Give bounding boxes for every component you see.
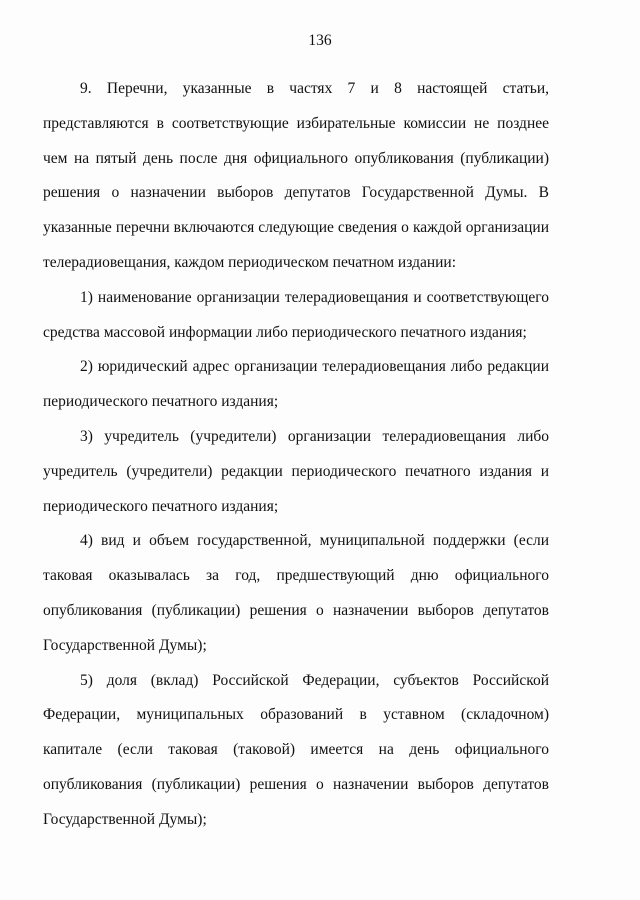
paragraph-subitem-2: 2) юридический адрес организации телерадиовещания либо редакции периодического печатного издания; — [43, 358, 549, 411]
paragraph-subitem-3: 3) учредитель (учредители) организации телерадиовещания либо учредитель (учредители) редакции периодического печатного издания и периодического печатного издания; — [43, 427, 549, 515]
paragraph-item-9: 9. Перечни, указанные в частях 7 и 8 настоящей статьи, представляются в соответствующие избирательные комиссии не позднее чем на пятый день после дня официального опубликования (публикации) решения о назначении выборов депутатов Государственной Думы. В указанные перечни включаются следующие сведения о каждой организации телерадиовещания, каждом периодическом печатном издании: — [43, 80, 549, 271]
paragraph-subitem-1: 1) наименование организации телерадиовещания и соответствующего средства массовой информации либо периодического печатного издания; — [43, 288, 549, 341]
paragraph-subitem-4: 4) вид и объем государственной, муниципальной поддержки (если таковая оказывалась за год, предшествующий дню официального опубликования (публикации) решения о назначении выборов депутатов Государственной Думы); — [43, 532, 549, 654]
paragraph-subitem-5: 5) доля (вклад) Российской Федерации, субъектов Российской Федерации, муниципальных образований в уставном (складочном) капитале (если таковая (таковой) имеется на день официального опубликования (публикации) решения о назначении выборов депутатов Государственной Думы); — [43, 671, 549, 828]
document-body — [43, 72, 549, 838]
page-number: 136 — [308, 32, 332, 49]
